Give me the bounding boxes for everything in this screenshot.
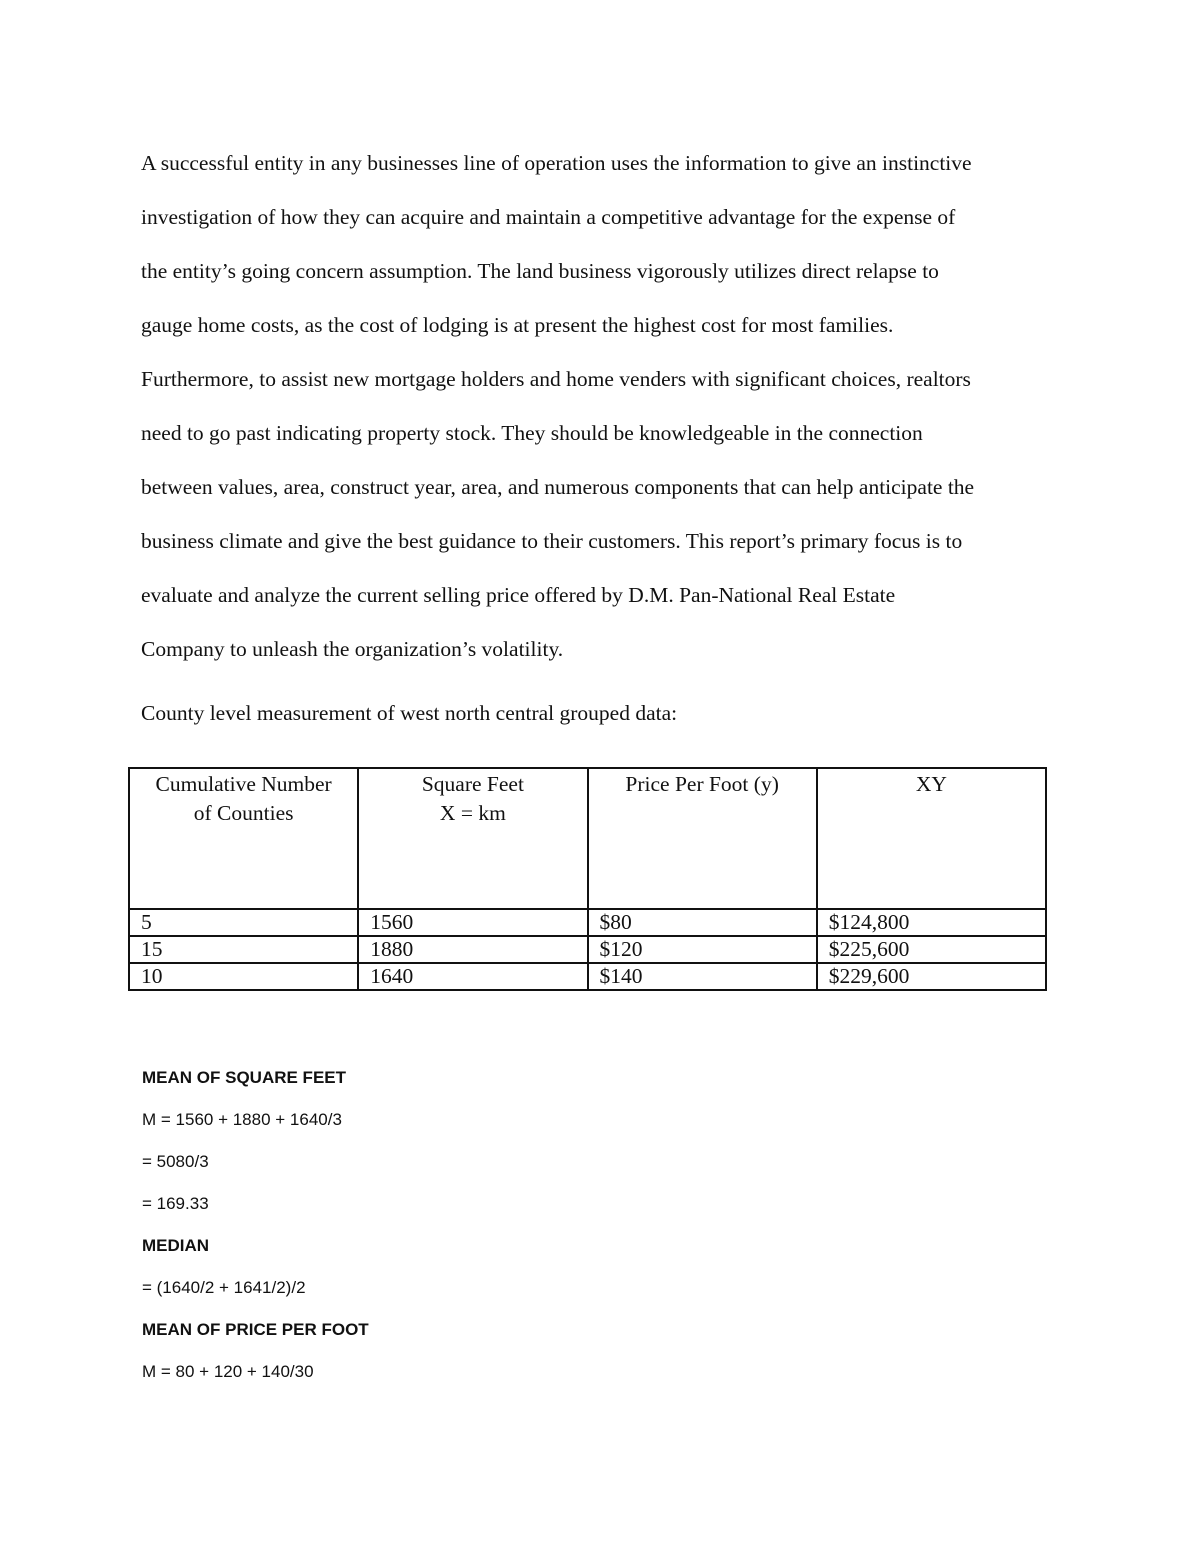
- header-xy: XY: [817, 768, 1046, 909]
- calc-line: M = 80 + 120 + 140/30: [142, 1362, 314, 1381]
- table-cell: $225,600: [817, 936, 1046, 963]
- table-cell: $229,600: [817, 963, 1046, 990]
- table-row: [129, 909, 1046, 936]
- paragraph-line: between values, area, construct year, area, and numerous components that can help anticipate the: [141, 475, 975, 499]
- body-paragraph: [141, 136, 1061, 676]
- paragraph-line: evaluate and analyze the current selling price offered by D.M. Pan-National Real Estate: [141, 583, 896, 607]
- paragraph-line: Furthermore, to assist new mortgage holders and home venders with significant choices, realtors: [141, 367, 971, 391]
- header-cumulative-counties: Cumulative Number of Counties: [129, 768, 358, 909]
- calc-line: = (1640/2 + 1641/2)/2: [142, 1278, 306, 1297]
- table-cell: 1640: [358, 963, 587, 990]
- data-table: [128, 767, 1047, 991]
- calc-line: M = 1560 + 1880 + 1640/3: [142, 1110, 342, 1129]
- table-cell: 5: [129, 909, 358, 936]
- table-cell: 15: [129, 936, 358, 963]
- heading-mean-square-feet: MEAN OF SQUARE FEET: [142, 1068, 347, 1087]
- heading-mean-price-per-foot: MEAN OF PRICE PER FOOT: [142, 1320, 369, 1339]
- table-cell: $124,800: [817, 909, 1046, 936]
- paragraph-line: business climate and give the best guidance to their customers. This report’s primary focus is to: [141, 529, 963, 553]
- table-cell: $120: [588, 936, 817, 963]
- table-row: [129, 936, 1046, 963]
- heading-median: MEDIAN: [142, 1236, 210, 1255]
- table-row: [129, 963, 1046, 990]
- table-cell: $140: [588, 963, 817, 990]
- header-price-per-foot: Price Per Foot (y): [588, 768, 817, 909]
- table-cell: 1880: [358, 936, 587, 963]
- paragraph-line: need to go past indicating property stock. They should be knowledgeable in the connection: [141, 421, 923, 445]
- paragraph-line: the entity’s going concern assumption. The land business vigorously utilizes direct relapse to: [141, 259, 939, 283]
- table-cell: 1560: [358, 909, 587, 936]
- table-cell: 10: [129, 963, 358, 990]
- calc-line: = 5080/3: [142, 1152, 209, 1171]
- table-intro: County level measurement of west north central grouped data:: [141, 701, 678, 725]
- calc-line: = 169.33: [142, 1194, 209, 1213]
- paragraph-line: A successful entity in any businesses line of operation uses the information to give an instinctive: [141, 151, 972, 175]
- paragraph-line: gauge home costs, as the cost of lodging is at present the highest cost for most families.: [141, 313, 894, 337]
- header-square-feet: Square Feet X = km: [358, 768, 587, 909]
- paragraph-line: investigation of how they can acquire and maintain a competitive advantage for the expense of: [141, 205, 956, 229]
- table-header-row: [129, 768, 1046, 909]
- paragraph-line: Company to unleash the organization’s volatility.: [141, 637, 564, 661]
- table-cell: $80: [588, 909, 817, 936]
